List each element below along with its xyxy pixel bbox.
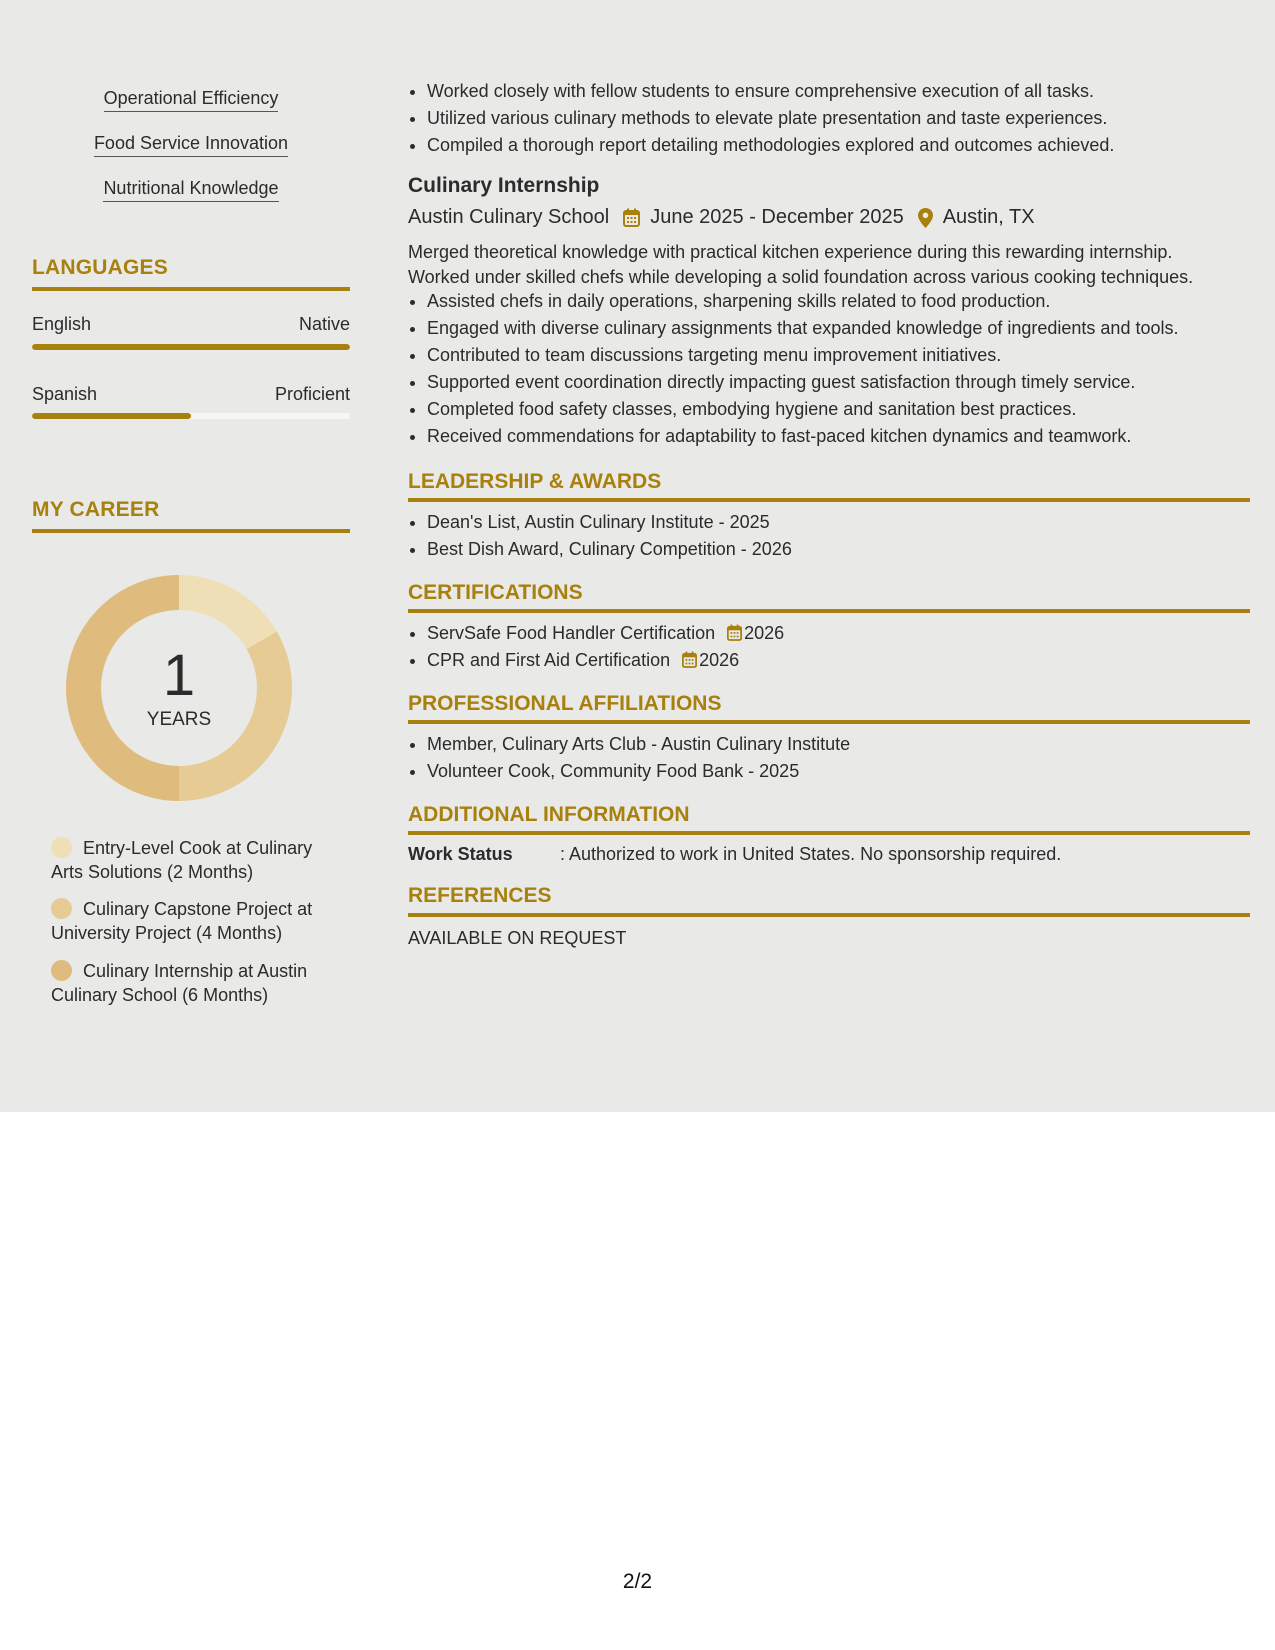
calendar-icon (682, 651, 697, 668)
company-name: Austin Culinary School (408, 206, 610, 228)
languages-heading: LANGUAGES (32, 256, 168, 279)
skill-item: Nutritional Knowledge (32, 178, 350, 199)
affiliations-heading: PROFESSIONAL AFFILIATIONS (408, 692, 722, 715)
donut-segment (179, 575, 277, 649)
certifications-heading: CERTIFICATIONS (408, 581, 583, 604)
section-divider (32, 529, 350, 533)
language-bar (32, 413, 350, 419)
job-dates: June 2025 - December 2025 (650, 206, 904, 228)
list-item: • Supported event coordination directly impacting guest satisfaction through timely service. (427, 369, 1178, 396)
career-legend-item: Culinary Capstone Project at University Project (4 Months) (51, 899, 313, 943)
section-divider (408, 498, 1250, 502)
list-item: • CPR and First Aid Certification 2026 (427, 647, 784, 674)
career-donut-chart (66, 575, 292, 801)
location-pin-icon (918, 208, 933, 228)
references-heading: REFERENCES (408, 884, 552, 907)
work-status-label: Work Status (408, 844, 513, 864)
language-name: English (32, 314, 92, 334)
list-item: • Worked closely with fellow students to ensure comprehensive execution of all tasks. (427, 78, 1114, 105)
career-heading: MY CAREER (32, 498, 160, 521)
list-item: • Member, Culinary Arts Club - Austin Culinary Institute (427, 731, 850, 758)
leadership-heading: LEADERSHIP & AWARDS (408, 470, 662, 493)
legend-dot (51, 960, 72, 981)
language-name: Spanish (32, 384, 98, 404)
list-item: • Engaged with diverse culinary assignments that expanded knowledge of ingredients and tools. (427, 315, 1178, 342)
summary-line: Worked under skilled chefs while developing a solid foundation across various cooking techniques. (408, 267, 1194, 287)
list-item: • Compiled a thorough report detailing methodologies explored and outcomes achieved. (427, 132, 1114, 159)
internship-bullets (408, 288, 1178, 450)
list-item: • ServSafe Food Handler Certification 2026 (427, 620, 784, 647)
section-divider (408, 831, 1250, 835)
section-divider (408, 913, 1250, 917)
career-legend-item: Culinary Internship at Austin Culinary School (6 Months) (51, 961, 308, 1005)
page-number: 2/2 (622, 1570, 653, 1593)
list-item: • Completed food safety classes, embodying hygiene and sanitation best practices. (427, 396, 1178, 423)
calendar-icon (727, 624, 742, 641)
work-status-row (408, 844, 1061, 865)
language-bar-fill (32, 413, 191, 419)
calendar-icon (623, 208, 640, 227)
language-row (32, 384, 350, 405)
career-total-value: 1 (162, 643, 196, 708)
skill-item: Operational Efficiency (32, 88, 350, 109)
language-level: Native (298, 314, 350, 334)
certifications-list (408, 620, 784, 674)
section-divider (32, 287, 350, 291)
job-location: Austin, TX (942, 206, 1035, 228)
list-item: • Utilized various culinary methods to elevate plate presentation and taste experiences. (427, 105, 1114, 132)
leadership-list (408, 509, 792, 563)
list-item: • Best Dish Award, Culinary Competition - 2026 (427, 536, 792, 563)
career-total-unit: YEARS (146, 709, 212, 730)
previous-job-bullets (408, 78, 1114, 159)
section-divider (408, 720, 1250, 724)
affiliations-list (408, 731, 850, 785)
legend-dot (51, 898, 72, 919)
references-text: AVAILABLE ON REQUEST (408, 928, 627, 948)
job-meta (408, 206, 1035, 229)
additional-info-heading: ADDITIONAL INFORMATION (408, 803, 690, 826)
list-item: • Dean's List, Austin Culinary Institute - 2025 (427, 509, 792, 536)
job-summary (408, 240, 1250, 290)
language-bar-fill (32, 344, 350, 350)
list-item: • Assisted chefs in daily operations, sharpening skills related to food production. (427, 288, 1178, 315)
section-divider (408, 609, 1250, 613)
summary-line: Merged theoretical knowledge with practical kitchen experience during this rewarding internship. (408, 242, 1173, 262)
job-title: Culinary Internship (408, 174, 600, 197)
list-item: • Volunteer Cook, Community Food Bank - 2025 (427, 758, 850, 785)
career-legend-item: Entry-Level Cook at Culinary Arts Solutions (2 Months) (51, 838, 313, 882)
legend-dot (51, 837, 72, 858)
language-bar (32, 344, 350, 350)
list-item: • Contributed to team discussions targeting menu improvement initiatives. (427, 342, 1178, 369)
list-item: • Received commendations for adaptability to fast-paced kitchen dynamics and teamwork. (427, 423, 1178, 450)
language-row (32, 314, 350, 335)
work-status-value: : Authorized to work in United States. No sponsorship required. (560, 844, 1062, 864)
language-level: Proficient (274, 384, 350, 404)
skill-item: Food Service Innovation (32, 133, 350, 154)
